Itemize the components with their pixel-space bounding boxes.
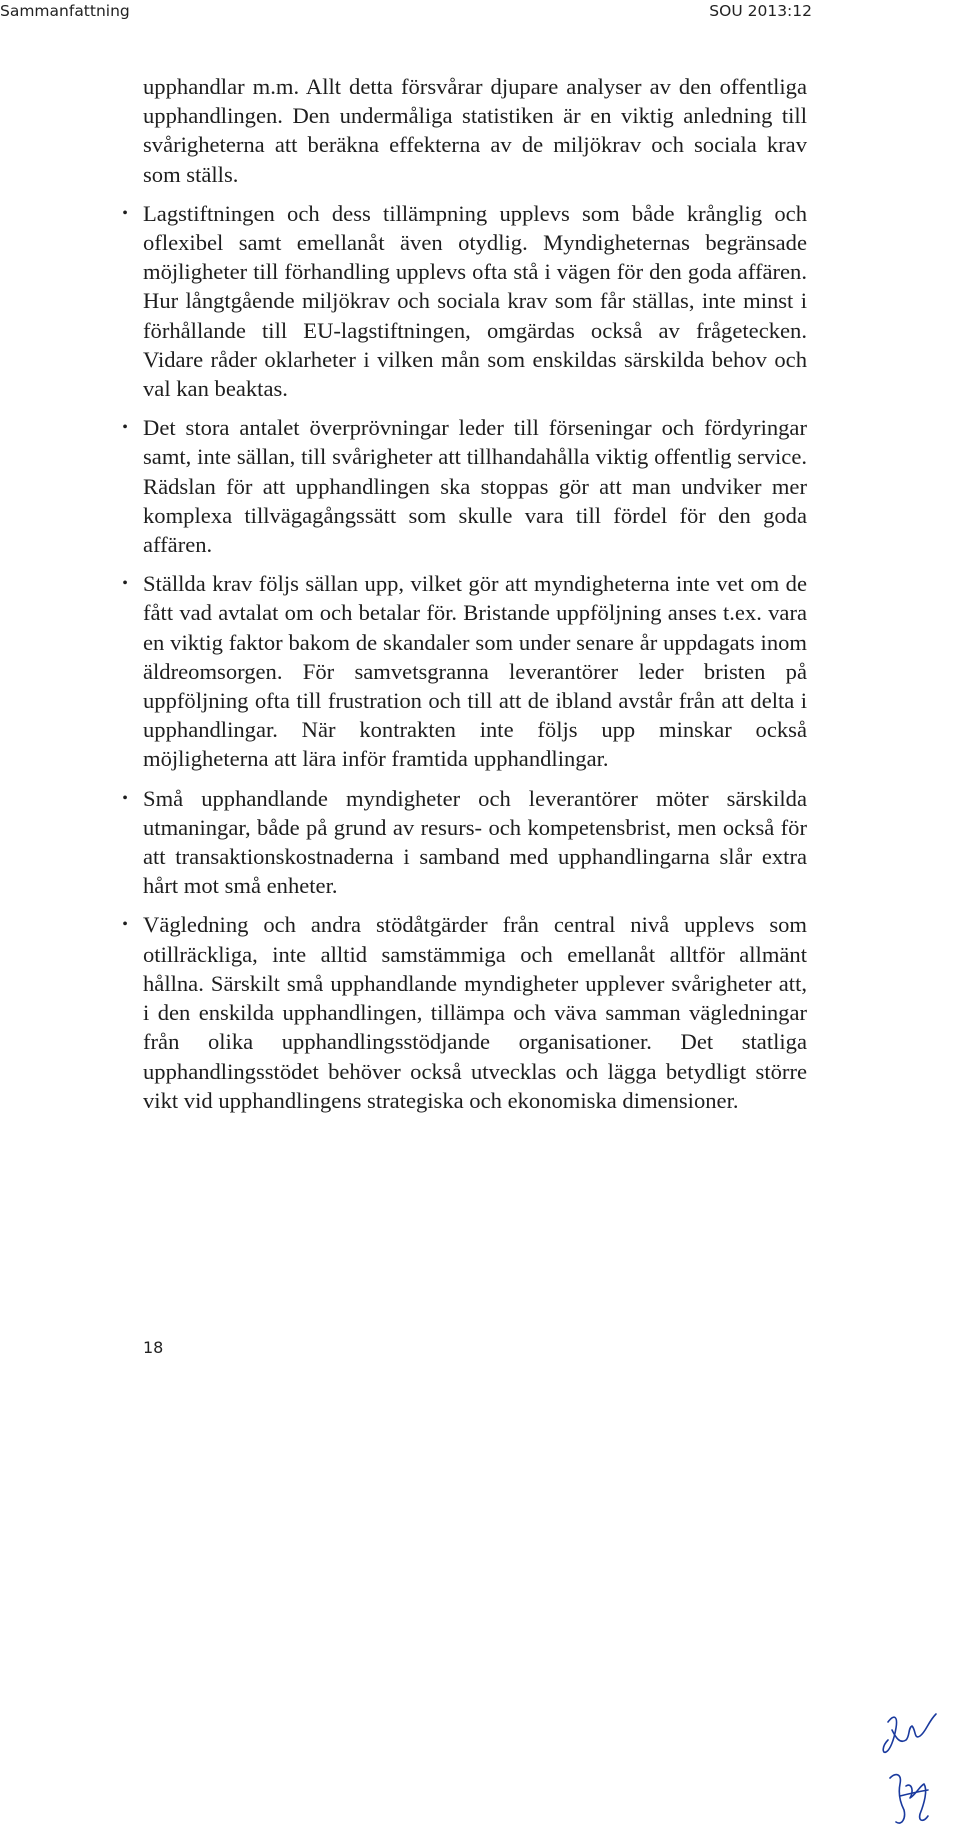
handwritten-initials-icon	[880, 1700, 950, 1830]
bullet-item	[122, 569, 807, 773]
section-title: Sammanfattning	[0, 2, 130, 20]
bullet-text: Vägledning och andra stödåtgärder från central nivå upplevs som otillräckliga, inte alltid samstämmiga och emellanåt alltför allmänt hållna. Särskilt små upphandlande myndigheter upplever svårigheter att, i den enskilda upphandlingen, tillämpa och väva samman vägledningar från olika upphandlingsstödjande organisationer. Det statliga upphandlingsstödet behöver också utvecklas och lägga betydligt större vikt vid upphandlingens strategiska och ekonomiska dimensioner.	[143, 912, 807, 1113]
bullet-text: Ställda krav följs sällan upp, vilket gör att myndigheterna inte vet om de fått vad avtalat om och betalar för. Bristande uppföljning anses t.ex. vara en viktig faktor bakom de skandaler som under senare år uppdagats inom äldreomsorgen. För samvetsgranna leverantörer leder bristen på uppföljning ofta till frustration och till att de ibland avstår från att delta i upphandlingar. När kontrakten inte följs upp minskar också möjligheterna att lära inför framtida upphandlingar.	[143, 571, 807, 772]
bullet-item	[122, 910, 807, 1114]
bullet-text: Små upphandlande myndigheter och leverantörer möter särskilda utmaningar, både på grund av resurs- och kompetensbrist, men också för att transaktionskostnaderna i samband med upphandlingarna slår extra hårt mot små enheter.	[143, 785, 807, 899]
report-id: SOU 2013:12	[709, 2, 812, 20]
body-text	[122, 72, 807, 1125]
intro-paragraph: upphandlar m.m. Allt detta försvårar djupare analyser av den offentliga upphandlingen. Den undermåliga statistiken är en viktig anledning till svårigheterna att beräkna effekterna av de miljökrav och sociala krav som ställs.	[143, 74, 807, 187]
bullet-item	[122, 199, 807, 403]
bullet-item	[122, 784, 807, 901]
page-number: 18	[143, 1338, 164, 1357]
bullet-icon: •	[122, 204, 128, 222]
bullet-icon: •	[122, 916, 128, 934]
bullet-icon: •	[122, 575, 128, 593]
bullet-text: Lagstiftningen och dess tillämpning upplevs som både krånglig och oflexibel samt emellanåt även otydlig. Myndigheternas begränsade möjligheter till förhandling upplevs ofta stå i vägen för den goda affären. Hur långtgående miljökrav och sociala krav som får ställas, inte minst i förhållande till EU-lagstiftningen, omgärdas också av frågetecken. Vidare råder oklarheter i vilken mån som enskildas särskilda behov och val kan beaktas.	[143, 200, 807, 402]
page-header	[0, 0, 960, 22]
bullet-item	[122, 413, 807, 559]
bullet-text: Det stora antalet överprövningar leder till förseningar och fördyringar samt, inte sällan, till svårigheter att tillhandahålla viktig offentlig service. Rädslan för att upphandlingen ska stoppas gör att man undviker mer komplexa tillvägagångssätt som skulle vara till fördel för den goda affären.	[143, 415, 807, 558]
bullet-icon: •	[122, 419, 128, 437]
bullet-icon: •	[122, 789, 128, 807]
bullet-list	[122, 199, 807, 1115]
